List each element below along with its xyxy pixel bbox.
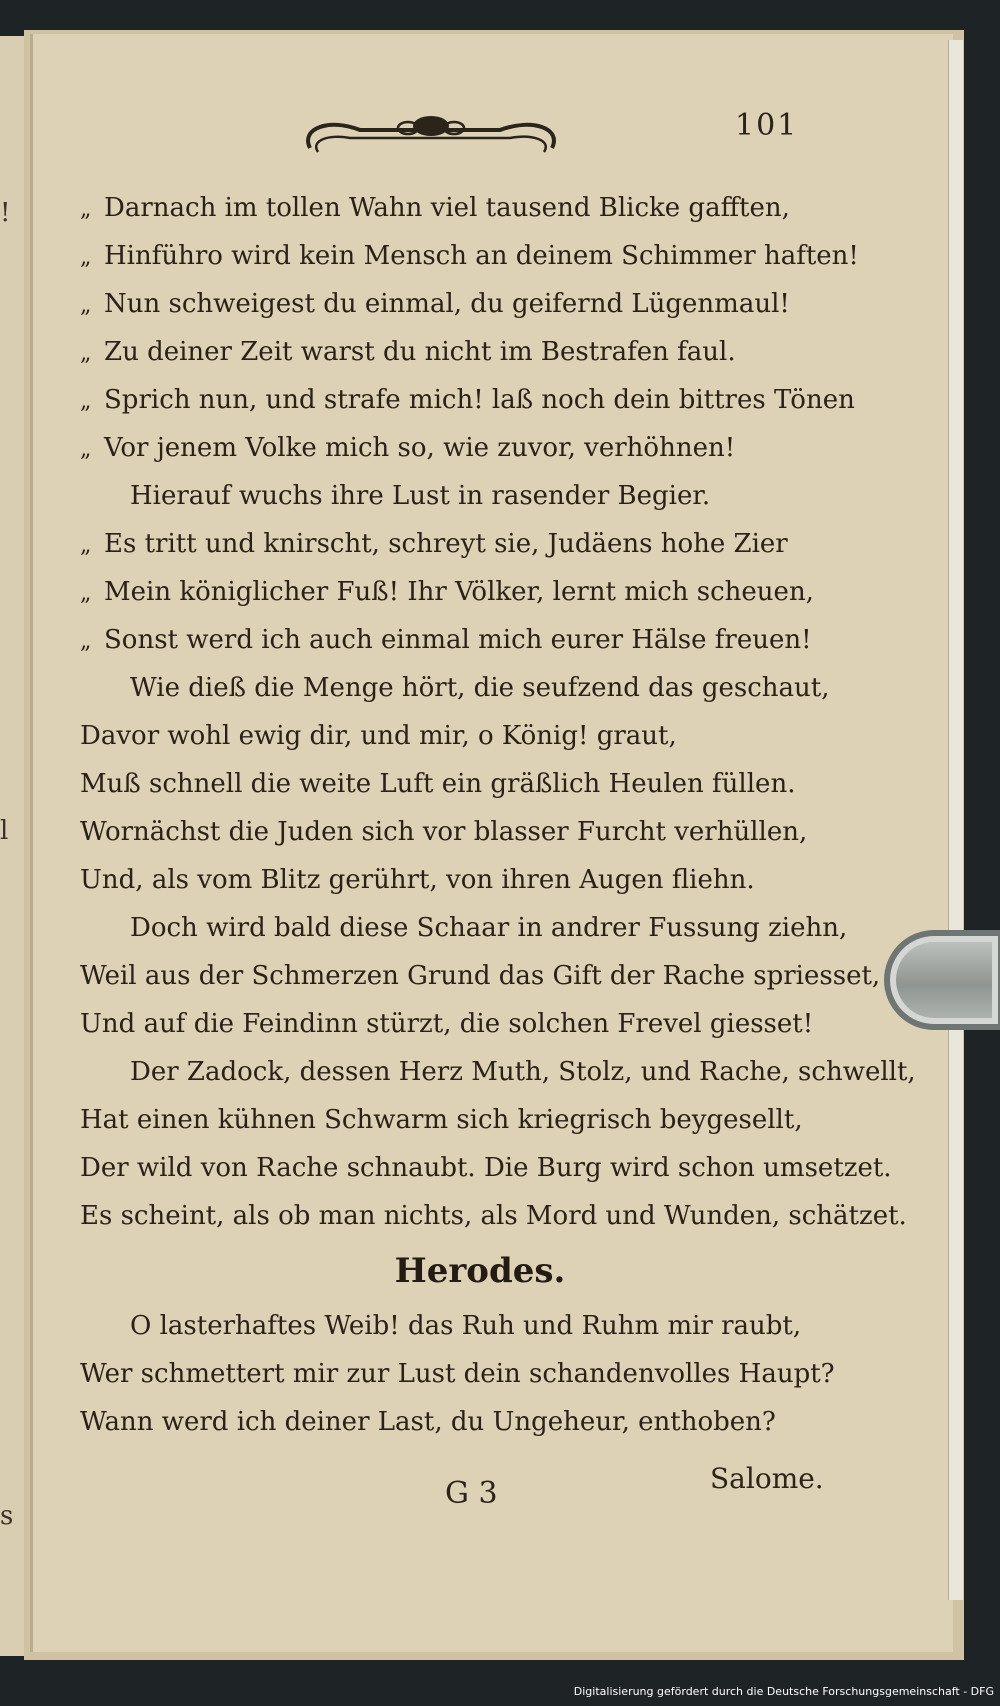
quote-mark: „ (80, 341, 92, 366)
text-line (80, 1192, 907, 1240)
text-line (80, 328, 840, 376)
text-line (80, 232, 859, 280)
text-line-content: Davor wohl ewig dir, und mir, o König! graut, (80, 721, 677, 751)
catchword: Salome. (710, 1462, 824, 1495)
text-line-content: Nun schweigest du einmal, du geifernd Lügenmaul! (104, 289, 790, 319)
quote-mark: „ (80, 437, 92, 462)
text-line (80, 1350, 840, 1398)
quote-mark: „ (80, 629, 92, 654)
text-line-content: Darnach im tollen Wahn viel tausend Blicke gafften, (104, 193, 790, 223)
quote-mark: „ (80, 533, 92, 558)
left-page-mark: ! (0, 198, 11, 228)
text-line-content: Hierauf wuchs ihre Lust in rasender Begier. (130, 481, 711, 511)
text-line-content: Vor jenem Volke mich so, wie zuvor, verhöhnen! (104, 433, 736, 463)
text-line-content: Sonst werd ich auch einmal mich eurer Hälse freuen! (104, 625, 812, 655)
signature-mark: G 3 (445, 1476, 498, 1511)
text-line-content: Wornächst die Juden sich vor blasser Furcht verhüllen, (80, 817, 808, 847)
text-line (80, 904, 848, 952)
quote-mark: „ (80, 581, 92, 606)
text-line (80, 712, 840, 760)
text-line-content: Weil aus der Schmerzen Grund das Gift der Rache spriesset, (80, 961, 881, 991)
text-line (80, 952, 881, 1000)
text-line-content: Wie dieß die Menge hört, die seufzend das geschaut, (130, 673, 830, 703)
text-line (80, 568, 840, 616)
text-body (80, 184, 916, 1446)
text-line-content: Wann werd ich deiner Last, du Ungeheur, enthoben? (80, 1407, 776, 1437)
page-number: 101 (735, 108, 799, 143)
quote-mark: „ (80, 293, 92, 318)
text-line-content: Muß schnell die weite Luft ein gräßlich Heulen füllen. (80, 769, 796, 799)
text-line (80, 760, 840, 808)
text-line (80, 616, 840, 664)
quote-mark: „ (80, 197, 92, 222)
text-line (80, 1048, 916, 1096)
text-line-content: Hinführo wird kein Mensch an deinem Schimmer haften! (104, 241, 859, 271)
text-line-content: Hat einen kühnen Schwarm sich kriegrisch beygesellt, (80, 1105, 803, 1135)
text-line (80, 1144, 892, 1192)
text-line-content: Und, als vom Blitz gerührt, von ihren Augen fliehn. (80, 865, 755, 895)
text-line-content: Mein königlicher Fuß! Ihr Völker, lernt mich scheuen, (104, 577, 814, 607)
text-line-content: Der Zadock, dessen Herz Muth, Stolz, und Rache, schwellt, (130, 1057, 916, 1087)
text-line-content: O lasterhaftes Weib! das Ruh und Ruhm mir raubt, (130, 1311, 802, 1341)
text-line (80, 184, 840, 232)
text-line (80, 664, 840, 712)
footer-credit: Digitalisierung gefördert durch die Deutsche Forschungsgemeinschaft - DFG (573, 1685, 994, 1698)
text-line (80, 1096, 840, 1144)
page-right-edge (948, 40, 963, 1600)
text-line (80, 280, 840, 328)
text-line (80, 424, 840, 472)
text-line-content: Wer schmettert mir zur Lust dein schandenvolles Haupt? (80, 1359, 835, 1389)
page-clip (884, 930, 1000, 1030)
text-line (80, 472, 840, 520)
text-line-content: Es tritt und knirscht, schreyt sie, Judäens hohe Zier (104, 529, 788, 559)
text-line-content: Es scheint, als ob man nichts, als Mord und Wunden, schätzet. (80, 1201, 907, 1231)
text-line-content: Zu deiner Zeit warst du nicht im Bestrafen faul. (104, 337, 736, 367)
text-line-content: Der wild von Rache schnaubt. Die Burg wird schon umsetzet. (80, 1153, 892, 1183)
text-line (80, 376, 855, 424)
header-ornament (300, 108, 562, 164)
text-line-content: Sprich nun, und strafe mich! laß noch dein bittres Tönen (104, 385, 855, 415)
text-line (80, 1398, 840, 1446)
speaker-heading: Herodes. (394, 1251, 566, 1291)
quote-mark: „ (80, 245, 92, 270)
text-line (80, 520, 840, 568)
text-line (80, 1000, 840, 1048)
quote-mark: „ (80, 389, 92, 414)
text-line (80, 856, 840, 904)
text-line-content: Doch wird bald diese Schaar in andrer Fussung ziehn, (130, 913, 848, 943)
text-line-content: Und auf die Feindinn stürzt, die solchen Frevel giesset! (80, 1009, 814, 1039)
text-line (80, 808, 840, 856)
left-page-mark: s (0, 1501, 14, 1531)
left-page-mark: l (0, 816, 9, 846)
text-line (80, 1302, 840, 1350)
